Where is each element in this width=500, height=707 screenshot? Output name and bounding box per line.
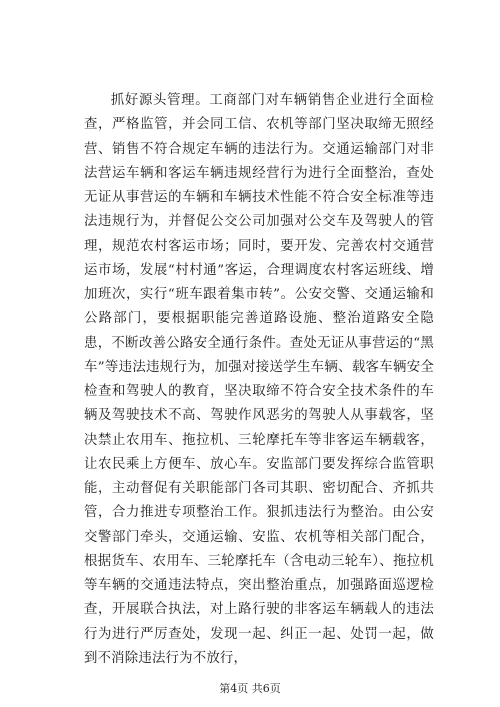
body-paragraph: 抓好源头管理。工商部门对车辆销售企业进行全面检查，严格监管，并会同工信、农机等部门坚决取缔无照经营、销售不符合规定车辆的违法行为。交通运输部门对非法营运车辆和客运车辆违规经营行为进行全面整治，查处无证从事营运的车辆和车辆技术性能不符合安全标准等违法违规行为，并督促公交公司加强对公交车及驾驶人的管理，规范农村客运市场；同时，要开发、完善农村交通营运市场，发展“村村通”客运，合理调度农村客运班线、增加班次，实行“班车跟着集市转”。公安交警、交通运输和公路部门，要根据职能完善道路设施、整治道路安全隐患，不断改善公路安全通行条件。查处无证从事营运的“黑车”等违法违规行为，加强对接送学生车辆、载客车辆安全检查和驾驶人的教育，坚决取缔不符合安全技术条件的车辆及驾驶技术不高、驾驶作风恶劣的驾驶人从事载客，坚决禁止农用车、拖拉机、三轮摩托车等非客运车辆载客，让农民乘上方便车、放心车。安监部门要发挥综合监管职能，主动督促有关职能部门各司其职、密切配合、齐抓共管，合力推进专项整治工作。狠抓违法行为整治。由公安交警部门牵头，交通运输、安监、农机等相关部门配合，根据货车、农用车、三轮摩托车（含电动三轮车）、拖拉机等车辆的交通违法特点，突出整治重点，加强路面巡逻检查，开展联合执法，对上路行驶的非客运车辆载人的违法行为进行严厉查处，发现一起、纠正一起、处罚一起，做到不消除违法行为不放行，	[84, 93, 434, 666]
page-footer: 第4页 共6页	[219, 682, 281, 695]
